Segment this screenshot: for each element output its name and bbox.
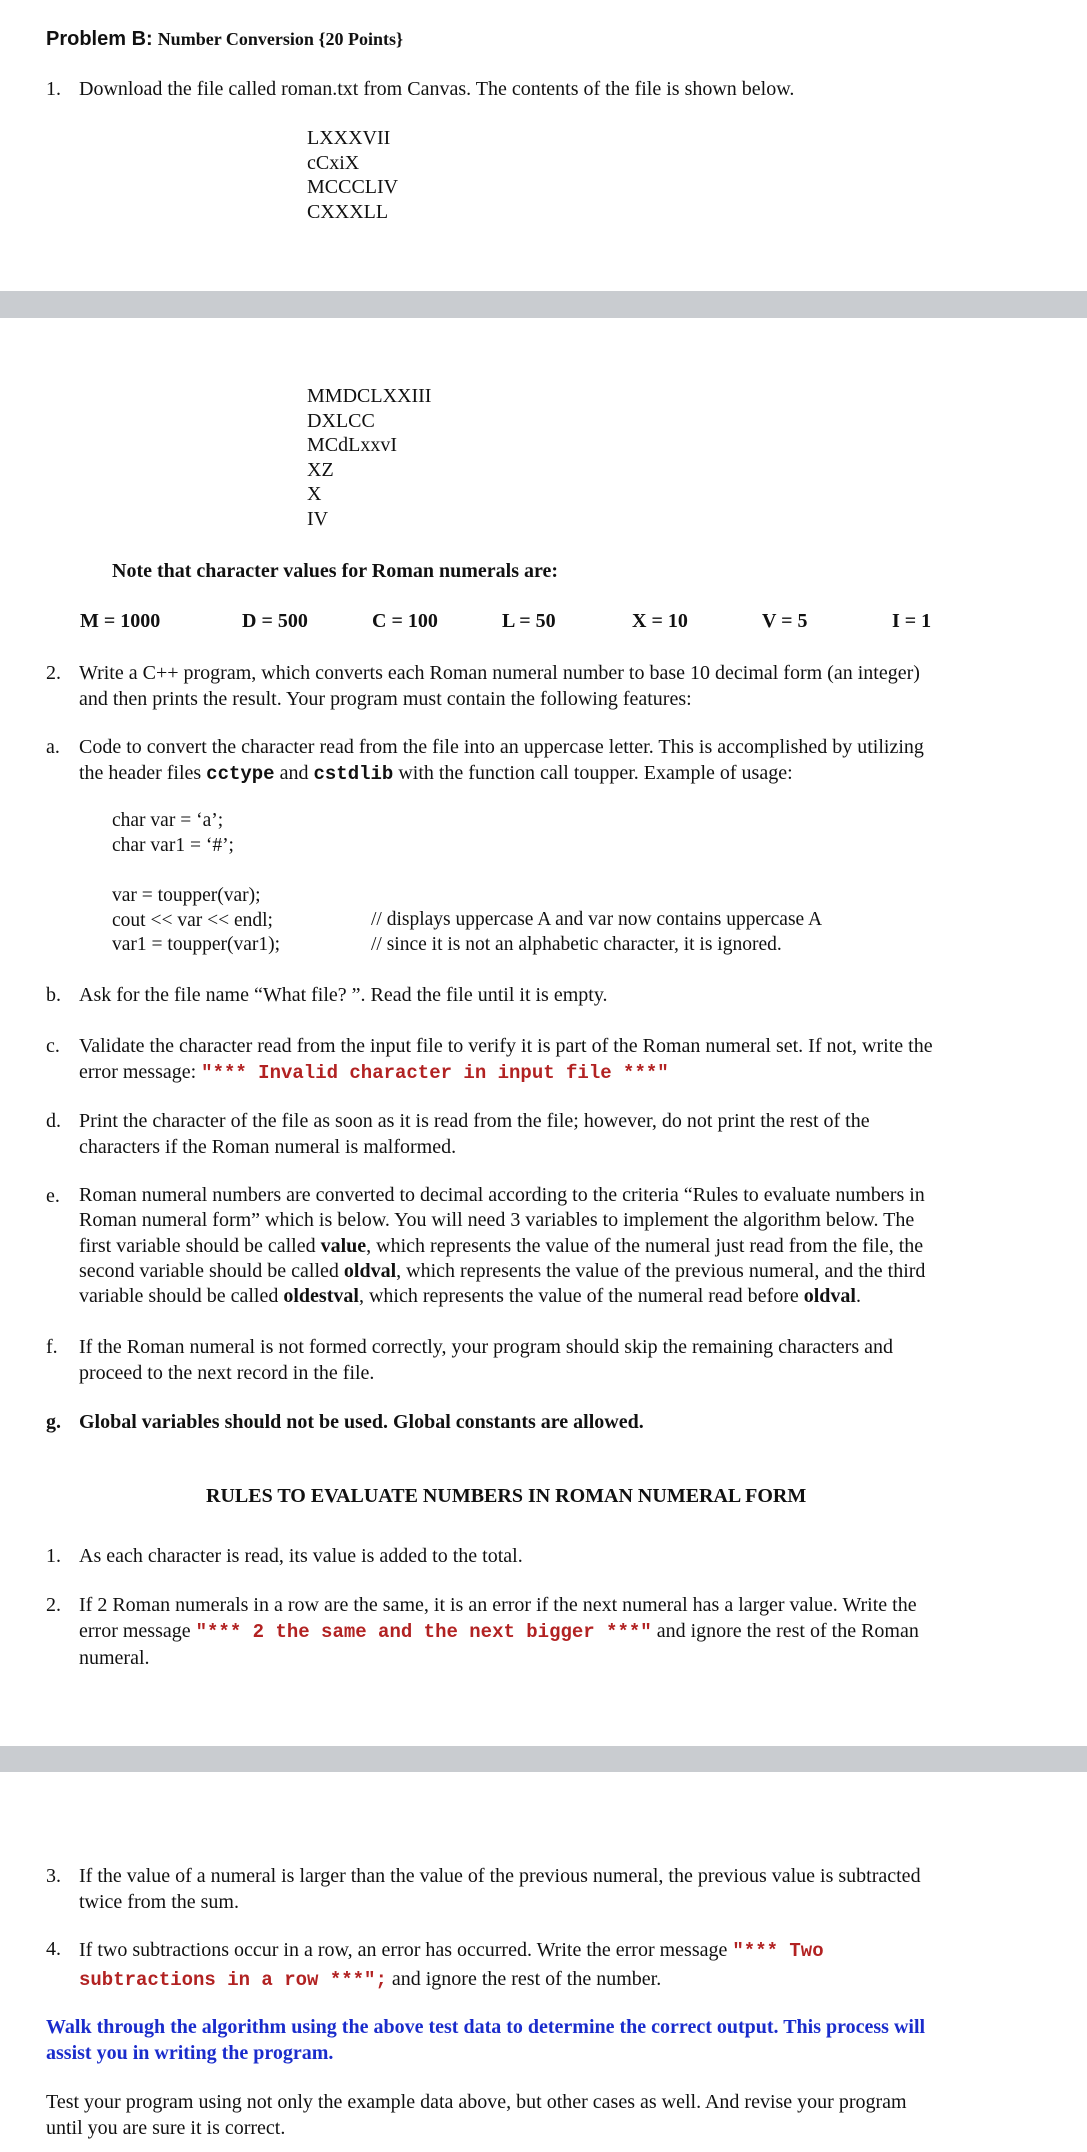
item-b-text: Ask for the file name “What file? ”. Read the file until it is empty. (79, 984, 608, 1006)
rule-4-line (79, 1965, 1054, 1994)
item-c-line (79, 1059, 1054, 1086)
variable-name: oldval (343, 1259, 397, 1282)
numeral-values-note: Note that character values for Roman numerals are: (112, 560, 559, 582)
rule-4-line (79, 1936, 1054, 1965)
text-run: , which represents the value of the numeral read before (358, 1285, 804, 1308)
item-label: f. (46, 1336, 58, 1358)
numeral-value-l: L = 50 (502, 610, 556, 632)
roman-entry: XZ (307, 458, 334, 481)
item-a-line (79, 760, 1054, 787)
item-e-line: Roman numeral form” which is below. You will need 3 variables to implement the algorithm below. The (79, 1209, 915, 1232)
numeral-value-v: V = 5 (762, 610, 808, 632)
text-run: second variable should be called (79, 1259, 344, 1282)
numeral-value-i: I = 1 (892, 610, 932, 632)
walkthrough-line: Walk through the algorithm using the above test data to determine the correct output. This process will (46, 2016, 926, 2038)
list-number: 2. (46, 1594, 61, 1616)
text-run: , which represents the value of the numeral just read from the file, the (366, 1234, 924, 1257)
step-2-line: Write a C++ program, which converts each Roman numeral number to base 10 decimal form (an integer) (79, 662, 920, 684)
problem-heading (46, 26, 403, 52)
numeral-value-c: C = 100 (372, 610, 438, 632)
item-e-line (79, 1234, 1054, 1259)
error-message: subtractions in a row ***"; (79, 1969, 387, 1991)
text-run: with the function call toupper. Example of usage: (393, 762, 793, 784)
rule-3-line: If the value of a numeral is larger than the value of the previous numeral, the previous value is subtracted (79, 1865, 921, 1887)
item-c (0, 1033, 1087, 1085)
item-d-line: Print the character of the file as soon as it is read from the file; however, do not print the rest of the (79, 1110, 870, 1132)
item-d (0, 1108, 1087, 1160)
roman-entry: IV (307, 507, 329, 530)
rule-4 (0, 1936, 1087, 1990)
numeral-values-row (0, 608, 1087, 634)
item-e-line (79, 1259, 1054, 1284)
roman-entry: DXLCC (307, 409, 375, 432)
problem-label: Problem B: (46, 28, 153, 50)
walkthrough-line: assist you in writing the program. (46, 2042, 334, 2064)
item-label: d. (46, 1110, 61, 1132)
text-run: , which represents the value of the previous numeral, and the third (396, 1259, 926, 1282)
item-a (0, 734, 1087, 786)
item-f-line: proceed to the next record in the file. (79, 1362, 375, 1384)
item-label: c. (46, 1035, 60, 1057)
item-label: g. (46, 1411, 61, 1433)
header-name: cstdlib (313, 763, 394, 785)
item-a-line: Code to convert the character read from the file into an uppercase letter. This is accomplished by utilizing (79, 736, 924, 758)
rules-heading: RULES TO EVALUATE NUMBERS IN ROMAN NUMERAL FORM (206, 1485, 807, 1507)
rule-2 (0, 1592, 1087, 1670)
text-run: error message: (79, 1061, 202, 1083)
walkthrough-note (46, 2014, 925, 2066)
item-f (0, 1334, 1087, 1386)
rule-3 (0, 1863, 1087, 1915)
list-number: 1. (46, 1545, 61, 1567)
closing-note (46, 2089, 907, 2141)
page-break (0, 291, 1087, 318)
list-number: 3. (46, 1865, 61, 1887)
item-label: e. (46, 1185, 60, 1207)
page-break (0, 1746, 1087, 1772)
code-comment: // since it is not an alphabetic character, it is ignored. (371, 933, 782, 955)
roman-entry: MCdLxxvI (307, 434, 397, 456)
item-e (0, 1183, 1087, 1311)
item-e-line (79, 1284, 1054, 1309)
file-contents-list-continued (307, 384, 431, 531)
error-message: "*** 2 the same and the next bigger ***" (195, 1621, 652, 1643)
text-run: If two subtractions occur in a row, an error has occurred. Write the error message (79, 1939, 733, 1961)
code-statements (112, 884, 280, 958)
error-message: "*** Two (732, 1940, 824, 1962)
roman-entry: MCCCLIV (307, 176, 399, 198)
code-line: char var1 = ‘#’; (112, 834, 234, 856)
variable-name: oldval (803, 1285, 856, 1308)
rule-1-text: As each character is read, its value is added to the total. (79, 1545, 523, 1567)
list-number: 4. (46, 1938, 61, 1960)
code-comments (371, 908, 822, 957)
code-line: cout << var << endl; (112, 909, 273, 931)
code-line: var = toupper(var); (112, 885, 261, 906)
numeral-value-d: D = 500 (242, 610, 308, 632)
item-g-text: Global variables should not be used. Global constants are allowed. (79, 1411, 644, 1433)
code-comment: // displays uppercase A and var now contains uppercase A (371, 909, 823, 930)
variable-name: value (320, 1234, 367, 1257)
rule-2-line: If 2 Roman numerals in a row are the same, it is an error if the next numeral has a larger value. Write the (79, 1594, 917, 1616)
step-1-text: Download the file called roman.txt from Canvas. The contents of the file is shown below. (79, 78, 795, 100)
text-run: and ignore the rest of the number. (386, 1968, 662, 1990)
item-e-line: Roman numeral numbers are converted to decimal according to the criteria “Rules to evaluate numbers in (79, 1184, 925, 1206)
text-run: error message (79, 1620, 196, 1642)
text-run: the header files (79, 762, 207, 784)
variable-name: oldestval (283, 1285, 359, 1308)
closing-line: until you are sure it is correct. (46, 2117, 286, 2139)
item-f-line: If the Roman numeral is not formed correctly, your program should skip the remaining characters and (79, 1336, 894, 1358)
roman-entry: LXXXVII (307, 127, 391, 149)
roman-entry: MMDCLXXIII (307, 385, 432, 407)
text-run: . (856, 1285, 861, 1308)
roman-entry: CXXXLL (307, 200, 389, 223)
rule-2-line: numeral. (79, 1647, 150, 1669)
list-number: 2. (46, 662, 61, 684)
item-label: b. (46, 984, 61, 1006)
error-message: "*** Invalid character in input file ***" (201, 1062, 669, 1084)
rule-3-line: twice from the sum. (79, 1891, 239, 1913)
code-line: var1 = toupper(var1); (112, 934, 281, 955)
numeral-value-x: X = 10 (632, 610, 688, 632)
closing-line: Test your program using not only the example data above, but other cases as well. And revise your program (46, 2091, 907, 2113)
text-run: variable should be called (79, 1285, 284, 1308)
item-d-line: characters if the Roman numeral is malformed. (79, 1136, 457, 1158)
roman-entry: X (307, 483, 322, 505)
roman-entry: cCxiX (307, 151, 360, 174)
item-c-line: Validate the character read from the input file to verify it is part of the Roman numeral set. If not, write the (79, 1035, 933, 1057)
code-declarations (112, 809, 234, 858)
step-2 (0, 660, 1087, 712)
file-contents-list (307, 126, 398, 224)
rule-2-line (79, 1618, 1054, 1645)
header-name: cctype (206, 763, 275, 785)
list-number: 1. (46, 78, 61, 100)
text-run: first variable should be called (79, 1234, 321, 1257)
numeral-value-m: M = 1000 (80, 610, 161, 632)
item-label: a. (46, 736, 60, 758)
code-line: char var = ‘a’; (112, 810, 224, 831)
step-2-line: and then prints the result. Your program must contain the following features: (79, 688, 692, 710)
text-run: and (274, 762, 314, 784)
text-run: and ignore the rest of the Roman (651, 1620, 919, 1642)
problem-title: Number Conversion {20 Points} (157, 29, 404, 49)
